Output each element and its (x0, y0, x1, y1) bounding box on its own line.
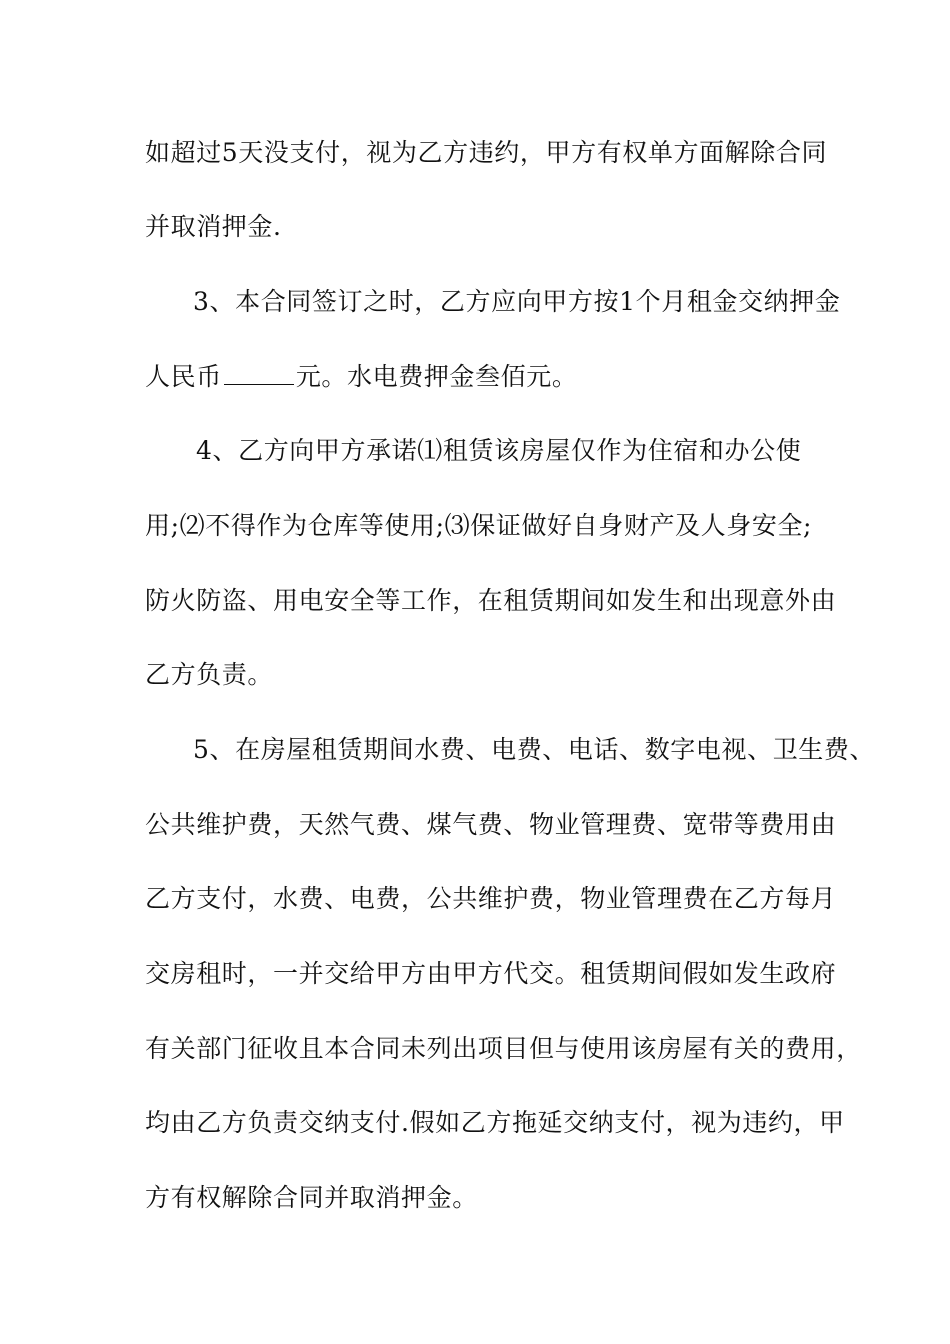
clause-5-line-2: 公共维护费，天然气费、煤气费、物业管理费、宽带等费用由 (145, 810, 837, 839)
deposit-text: 元。水电费押金叁佰元。 (295, 362, 578, 391)
clause-4-line-3: 防火防盗、用电安全等工作，在租赁期间如发生和出现意外由 (145, 586, 837, 615)
clause-5-line-5: 有关部门征收且本合同未列出项目但与使用该房屋有关的费用， (145, 1034, 862, 1063)
clause-4-line-2: 用;⑵不得作为仓库等使用;⑶保证做好自身财产及人身安全; (145, 511, 813, 540)
clause-3-line-2 (145, 362, 950, 392)
clause-4-line-4: 乙方负责。 (145, 660, 274, 689)
text-line-1: 如超过5天没支付，视为乙方违约，甲方有权单方面解除合同 (145, 138, 828, 167)
clause-5-line-1: 5、在房屋租赁期间水费、电费、电话、数字电视、卫生费、 (193, 735, 876, 764)
clause-3-line-1: 3、本合同签订之时，乙方应向甲方按1个月租金交纳押金 (193, 287, 841, 316)
deposit-amount-blank (224, 362, 294, 385)
currency-label: 人民币 (145, 362, 222, 391)
clause-4-line-1: 4、乙方向甲方承诺⑴租赁该房屋仅作为住宿和办公使 (196, 436, 802, 465)
clause-5-line-7: 方有权解除合同并取消押金。 (145, 1183, 478, 1212)
text-line-2: 并取消押金. (145, 212, 282, 241)
clause-5-line-4: 交房租时，一并交给甲方由甲方代交。租赁期间假如发生政府 (145, 959, 837, 988)
clause-5-line-6: 均由乙方负责交纳支付.假如乙方拖延交纳支付，视为违约，甲 (145, 1108, 845, 1137)
clause-5-line-3: 乙方支付，水费、电费，公共维护费，物业管理费在乙方每月 (145, 884, 837, 913)
